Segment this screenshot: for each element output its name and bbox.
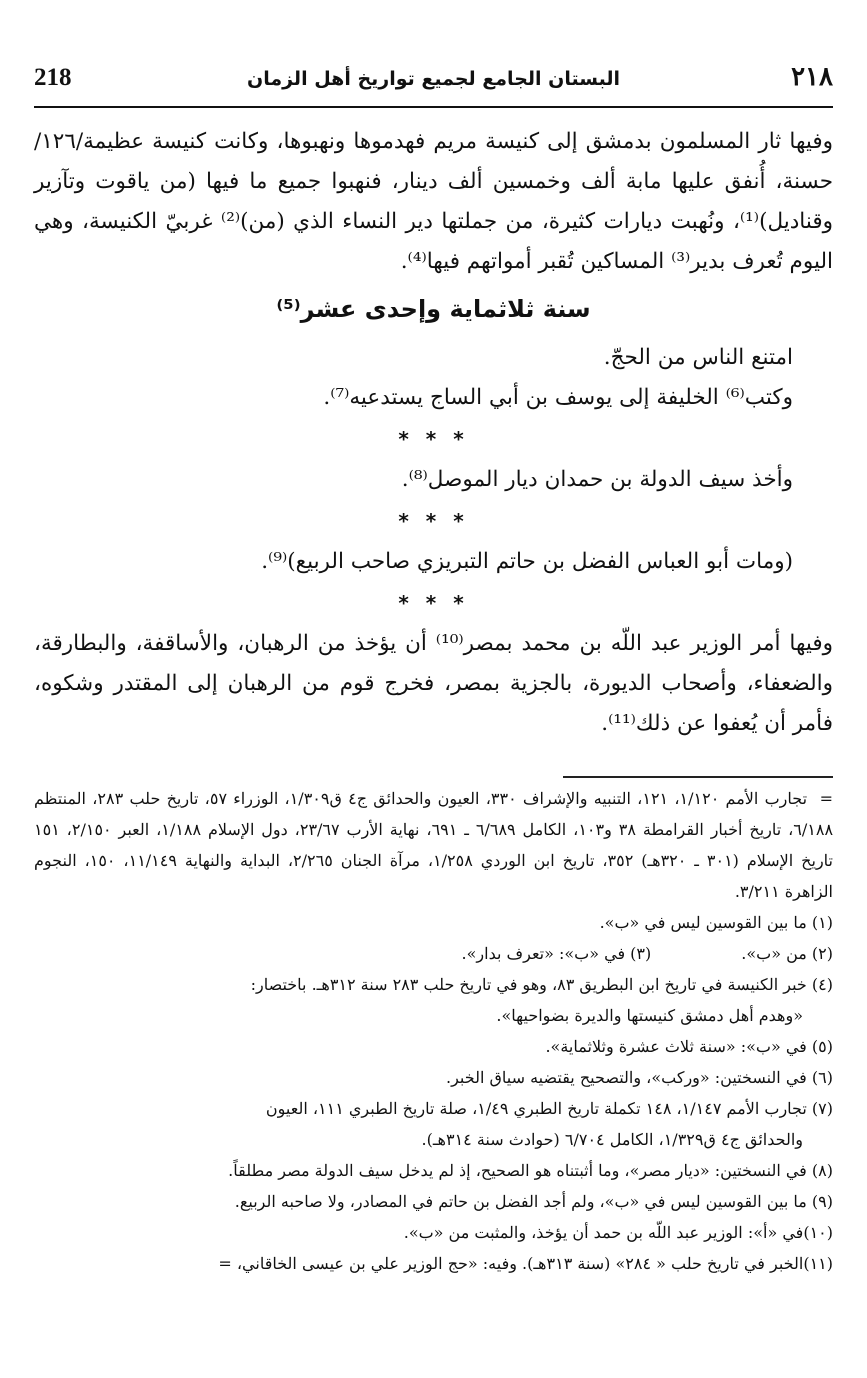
line-sayf-al-dawla: وأخذ سيف الدولة بن حمدان ديار الموصل⁽⁸⁾. bbox=[401, 467, 793, 492]
running-title: البستان الجامع لجميع تواريخ أهل الزمان bbox=[247, 68, 620, 90]
footnote-2: (٢) من «ب». bbox=[741, 944, 833, 963]
header-rule bbox=[34, 106, 833, 108]
separator-stars: * * * bbox=[398, 591, 469, 615]
footnotes bbox=[34, 783, 833, 1279]
paragraph-monks-tax: وفيها أمر الوزير عبد اللّه بن محمد بمصر⁽¹⁰⁾ أن يؤخذ من الرهبان، والأساقفة، والبطارقة، والضعفاء، وأصحاب الديورة، بالجزية بمصر، فخرج قوم من الرهبان إلى المقتدر وشكوه، فأمر أن يُعفوا عن ذلك⁽¹¹⁾. bbox=[34, 631, 834, 736]
footnote-7-cont: والحدائق ج٤ ق١/٣٢٩، الكامل ٦/٧٠٤ (حوادث سنة ٣١٤هـ). bbox=[421, 1130, 803, 1149]
footnote-8: (٨) في النسختين: «ديار مصر»، وما أثبتناه هو الصحيح، إذ لم يدخل سيف الدولة مصر مطلقاً. bbox=[228, 1161, 833, 1180]
footnote-10: (١٠)في «أ»: الوزير عبد اللّه بن حمد أن يؤخذ، والمثبت من «ب». bbox=[403, 1223, 833, 1242]
page-number-latin: 218 bbox=[34, 64, 72, 91]
footnote-11: (١١)الخبر في تاريخ حلب « ٢٨٤» (سنة ٣١٣هـ). وفيه: «حج الوزير علي بن عيسى الخاقاني، = bbox=[218, 1254, 833, 1273]
footnote-6: (٦) في النسختين: «وركب»، والتصحيح يقتضيه سياق الخبر. bbox=[446, 1068, 833, 1087]
footnote-3: (٣) في «ب»: «تعرف بدار». bbox=[461, 944, 652, 963]
continuation-mark: = bbox=[819, 789, 834, 808]
line-caliph-letter: وكتب⁽⁶⁾ الخليفة إلى يوسف بن أبي الساج يستدعيه⁽⁷⁾. bbox=[323, 385, 793, 410]
line-pilgrimage: امتنع الناس من الحجّ. bbox=[603, 345, 793, 370]
footnote-continuation bbox=[34, 783, 833, 907]
footnote-4-quote: «وهدم أهل دمشق كنيستها والديرة بضواحيها». bbox=[496, 1006, 803, 1025]
footnote-9: (٩) ما بين القوسين ليس في «ب»، ولم أجد الفضل بن حاتم في المصادر، ولا صاحبه الربيع. bbox=[234, 1192, 833, 1211]
footnote-continuation-text: تجارب الأمم ١/١٢٠، ١٢١، التنبيه والإشراف ٣٣٠، العيون والحدائق ج٤ ق١/٣٠٩، الوزراء ٥٧، تاريخ حلب ٢٨٣، المنتظم ٦/١٨٨، تاريخ أخبار القرامطة ٣٨ و١٠٣، الكامل ٦/٦٨٩ ـ ٦٩١، نهاية الأرب ٢٣/٦٧، دول الإسلام ١/١٨٨، العبر ٢/١٥٠، ١٥١ تاريخ الإسلام (٣٠١ ـ ٣٢٠هـ) ٣٥٢، تاريخ ابن الوردي ١/٢٥٨، مرآة الجنان ٢/٢٦٥، البداية والنهاية ١١/١٤٩، ١٥٠، النجوم الزاهرة ٣/٢١١. bbox=[34, 789, 834, 901]
footnote-1: (١) ما بين القوسين ليس في «ب». bbox=[599, 913, 833, 932]
footnote-5: (٥) في «ب»: «سنة ثلاث عشرة وثلاثماية». bbox=[545, 1037, 833, 1056]
footnote-4: (٤) خبر الكنيسة في تاريخ ابن البطريق ٨٣، وهو في تاريخ حلب ٢٨٣ سنة ٣١٢هـ. باختصار: bbox=[250, 975, 833, 994]
paragraph-church: وفيها ثار المسلمون بدمشق إلى كنيسة مريم فهدموها ونهبوها، وكانت كنيسة عظيمة/١٢٦/حسنة، أُنفق عليها مابة ألف وخمسين ألف دينار، فنهبوا جميع ما فيها (من ياقوت وتآزير وقناديل)⁽¹⁾، ونُهبت ديارات كثيرة، من جملتها دير النساء الذي (من)⁽²⁾ غربيّ الكنيسة، وهي اليوم تُعرف بدير⁽³⁾ المساكين تُقبر أمواتهم فيها⁽⁴⁾. bbox=[34, 129, 834, 274]
separator-stars: * * * bbox=[398, 427, 469, 451]
page-header bbox=[34, 62, 833, 108]
footnote-7: (٧) تجارب الأمم ١/١٤٧، ١٤٨ تكملة تاريخ الطبري ١/٤٩، صلة تاريخ الطبري ١١١، العيون bbox=[265, 1099, 833, 1118]
separator-stars: * * * bbox=[398, 509, 469, 533]
section-heading: سنة ثلاثماية وإحدى عشر⁽⁵⁾ bbox=[276, 295, 591, 323]
line-death-notice: (ومات أبو العباس الفضل بن حاتم التبريزي صاحب الربيع)⁽⁹⁾. bbox=[261, 549, 793, 574]
footnote-row-2-3 bbox=[34, 938, 833, 969]
footnote-rule bbox=[563, 776, 833, 778]
main-text bbox=[34, 122, 833, 744]
page-number-arabic: ٢١٨ bbox=[791, 62, 833, 92]
